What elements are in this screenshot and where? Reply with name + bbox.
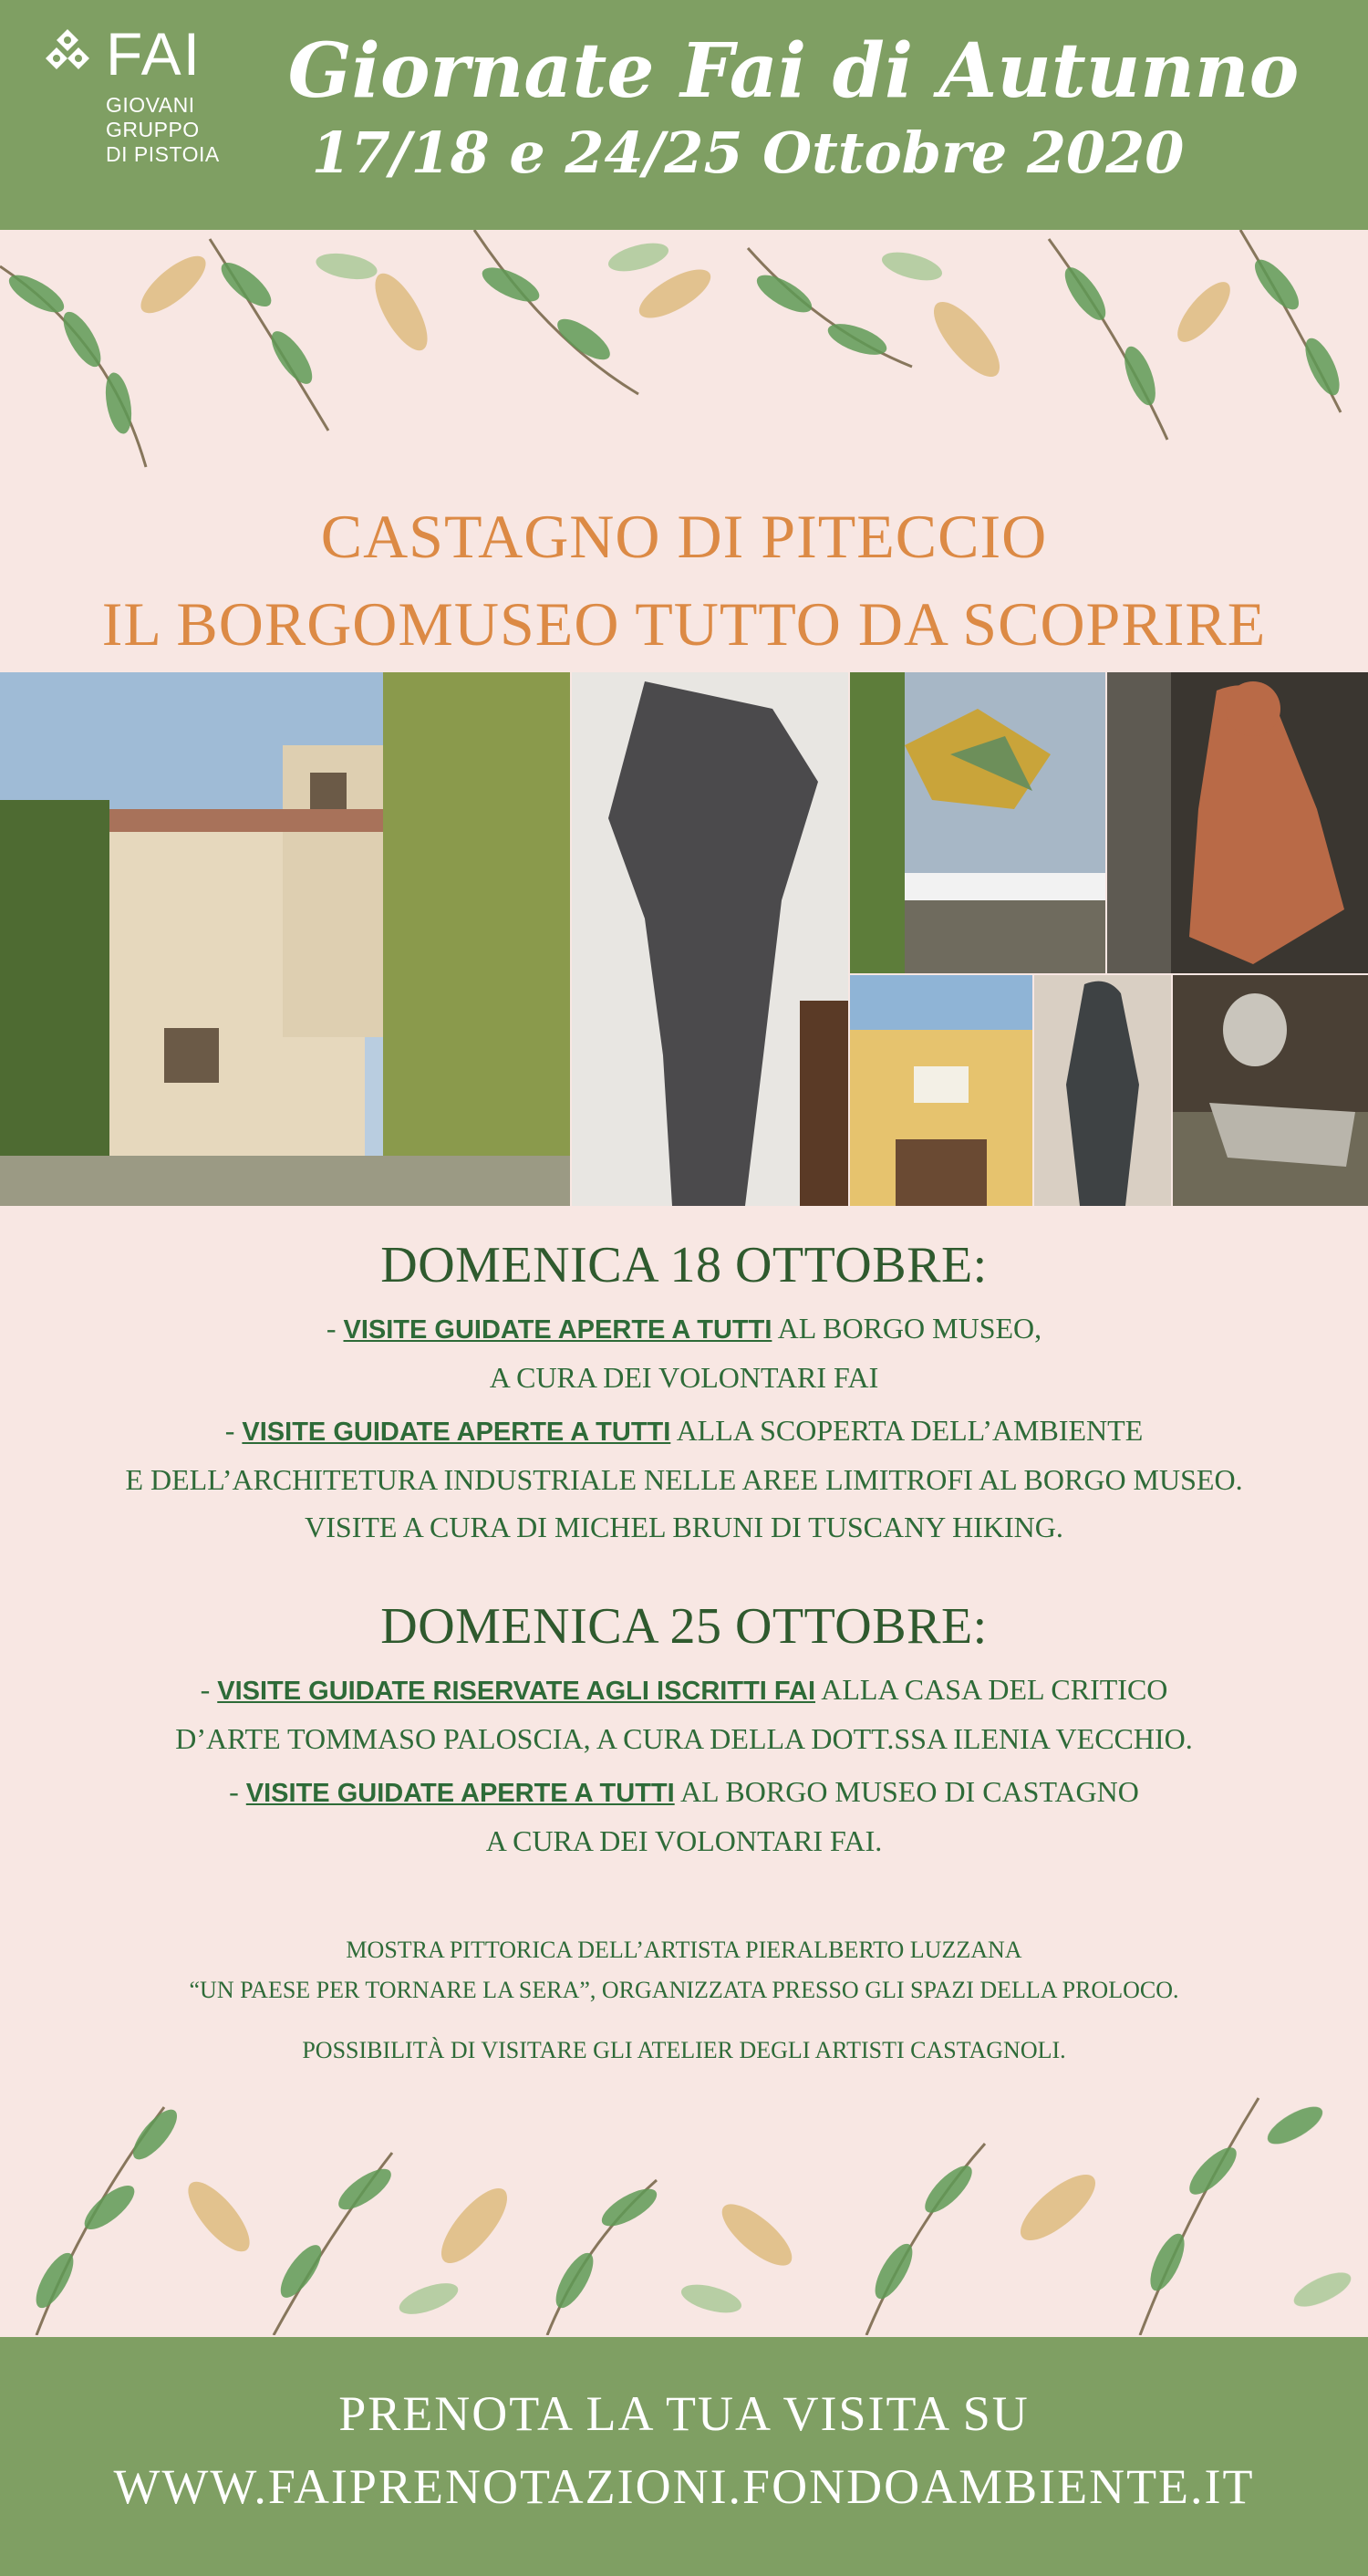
logo-subtitle — [106, 93, 220, 167]
stone-head-photo — [1173, 975, 1368, 1206]
leaves-decoration-top — [0, 230, 1368, 504]
sunday-25-item-1-cont: D’ARTE TOMMASO PALOSCIA, A CURA DELLA DOTT.SSA ILENIA VECCHIO. — [175, 1722, 1193, 1755]
sunday-25-item-1 — [0, 1666, 1368, 1715]
logo-sub-line: GIOVANI — [106, 93, 195, 117]
leaves-decoration-bottom — [0, 2071, 1368, 2335]
logo-sub-line: DI PISTOIA — [106, 142, 220, 166]
footer-prompt: PRENOTA LA TUA VISITA SU — [338, 2386, 1030, 2441]
item-text: AL BORGO MUSEO DI CASTAGNO — [674, 1775, 1139, 1808]
booking-url-link[interactable]: WWW.FAIPRENOTAZIONI.FONDOAMBIENTE.IT — [113, 2459, 1255, 2514]
extra-info — [0, 1930, 1368, 2071]
dark-statue-photo — [1034, 975, 1171, 1206]
mural-photo — [850, 672, 1105, 973]
exhibition-line: MOSTRA PITTORICA DELL’ARTISTA PIERALBERTO LUZZANA — [346, 1937, 1022, 1963]
open-visits-link[interactable]: VISITE GUIDATE APERTE A TUTTI — [343, 1315, 772, 1345]
bronze-torso-photo — [572, 672, 848, 1206]
atelier-line: POSSIBILITÀ DI VISITARE GLI ATELIER DEGLI ARTISTI CASTAGNOLI. — [302, 2037, 1066, 2063]
sunday-18-heading: DOMENICA 18 OTTOBRE: — [380, 1237, 988, 1293]
item-text: ALLA SCOPERTA DELL’AMBIENTE — [670, 1414, 1144, 1447]
fai-logo-icon — [38, 26, 97, 84]
sunday-18-item-2-cont: E DELL’ARCHITETURA INDUSTRIALE NELLE AREE LIMITROFI AL BORGO MUSEO. — [125, 1463, 1243, 1496]
exhibition-line-2: “UN PAESE PER TORNARE LA SERA”, ORGANIZZATA PRESSO GLI SPAZI DELLA PROLOCO. — [189, 1977, 1179, 2003]
item-text: ALLA CASA DEL CRITICO — [815, 1673, 1168, 1706]
sunday-18-item-1-cont: A CURA DEI VOLONTARI FAI — [489, 1361, 879, 1394]
item-dash: - — [200, 1673, 218, 1706]
fai-logo — [38, 20, 239, 190]
title-line-1: CASTAGNO DI PITECCIO — [320, 502, 1048, 571]
sunday-18-item-2-cont2: VISITE A CURA DI MICHEL BRUNI DI TUSCANY HIKING. — [305, 1511, 1063, 1543]
title-line-2: IL BORGOMUSEO TUTTO DA SCOPRIRE — [101, 589, 1267, 659]
sunday-18-item-2 — [0, 1407, 1368, 1456]
event-title: Giornate Fai di Autunno — [287, 27, 1300, 115]
item-text: AL BORGO MUSEO, — [772, 1312, 1042, 1345]
sunday-18-section — [0, 1233, 1368, 1551]
sunday-25-item-2 — [0, 1768, 1368, 1817]
open-visits-link[interactable]: VISITE GUIDATE APERTE A TUTTI — [245, 1779, 675, 1808]
header-band — [0, 0, 1368, 230]
footer-band — [0, 2337, 1368, 2576]
item-dash: - — [229, 1775, 246, 1808]
open-visits-link[interactable]: VISITE GUIDATE APERTE A TUTTI — [242, 1418, 671, 1447]
event-dates: 17/18 e 24/25 Ottobre 2020 — [311, 119, 1185, 186]
photo-collage — [0, 672, 1368, 1206]
terracotta-sculpture-photo — [1107, 672, 1368, 973]
main-title — [0, 493, 1368, 668]
church-photo — [0, 672, 570, 1206]
members-visits-link[interactable]: VISITE GUIDATE RISERVATE AGLI ISCRITTI FAI — [217, 1677, 816, 1706]
item-dash: - — [224, 1414, 243, 1447]
house-photo — [850, 975, 1032, 1206]
logo-sub-line: GRUPPO — [106, 118, 200, 141]
sunday-25-section — [0, 1594, 1368, 1864]
sunday-25-item-2-cont: A CURA DEI VOLONTARI FAI. — [485, 1824, 883, 1857]
sunday-18-item-1 — [0, 1304, 1368, 1354]
item-dash: - — [326, 1312, 344, 1345]
logo-name: FAI — [106, 20, 202, 88]
sunday-25-heading: DOMENICA 25 OTTOBRE: — [380, 1598, 988, 1655]
